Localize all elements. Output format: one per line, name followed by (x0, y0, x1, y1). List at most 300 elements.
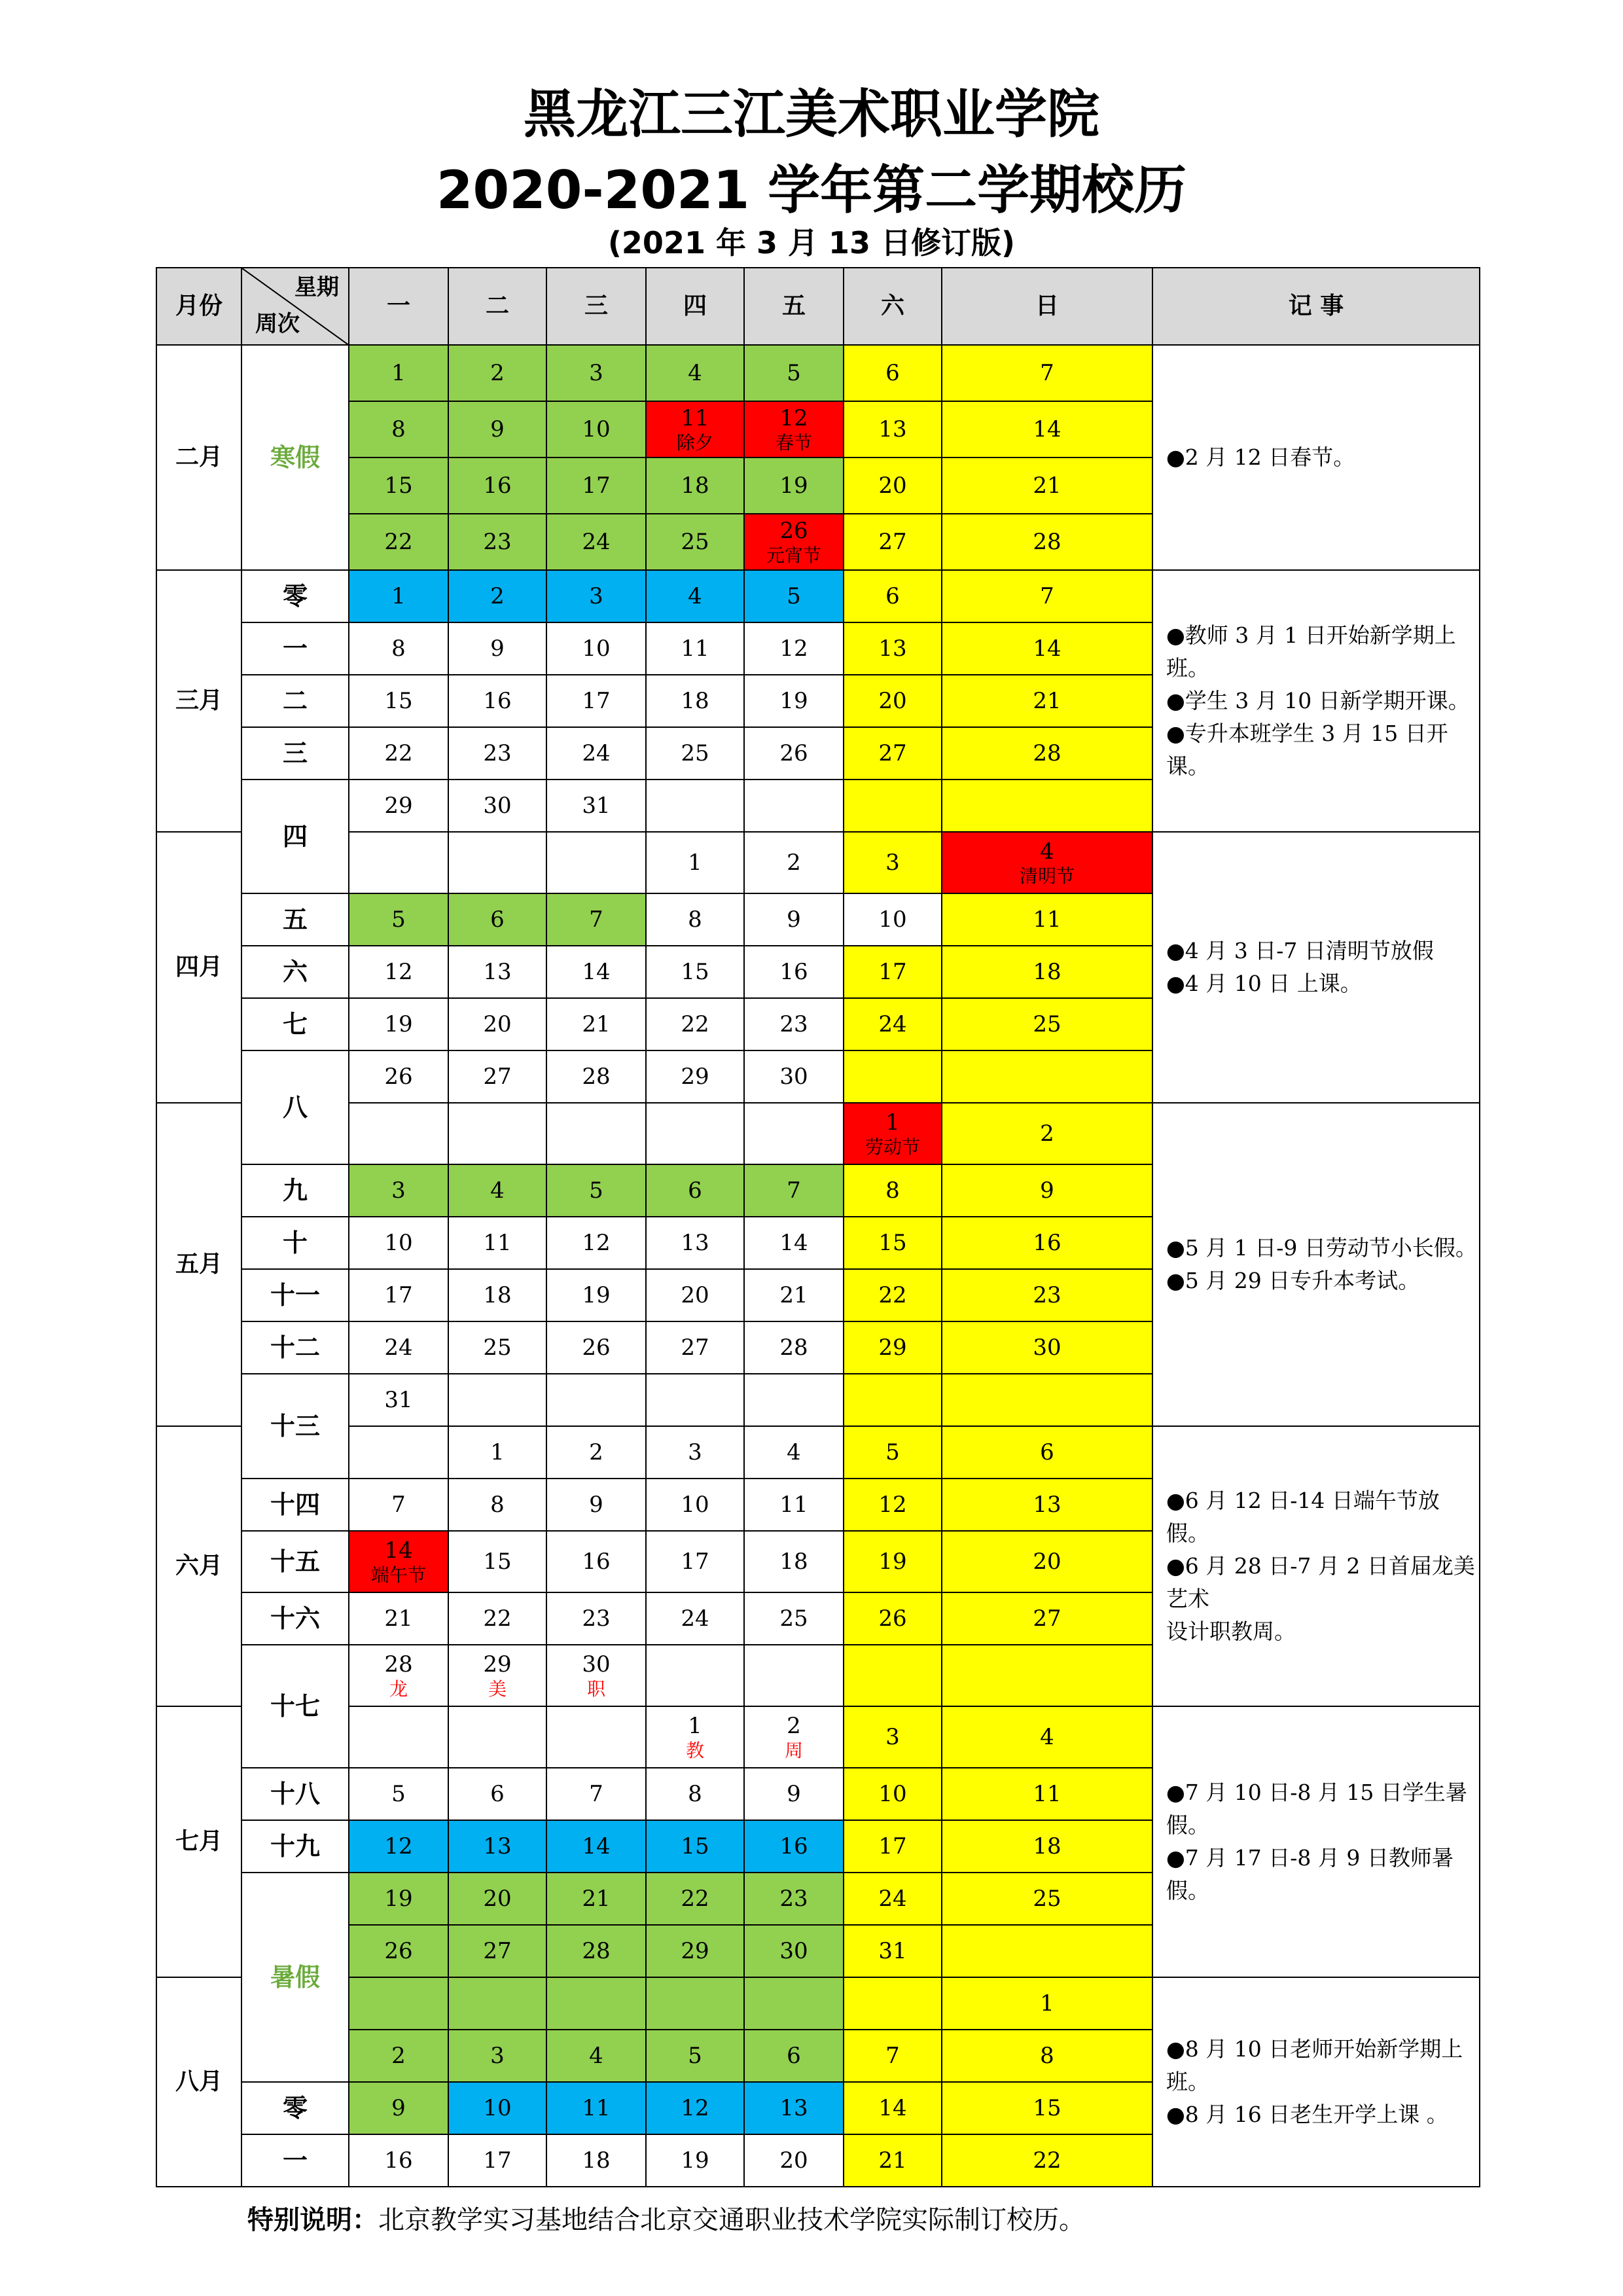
week-number: 十六 (270, 1604, 320, 1633)
note-line: ●7 月 10 日-8 月 15 日学生暑假。 (1166, 1780, 1467, 1838)
day-number: 18 (681, 688, 709, 714)
week-label (242, 675, 349, 728)
day-cell (647, 675, 745, 728)
day-cell (349, 894, 449, 946)
day-cell (449, 1165, 547, 1217)
day-number: 13 (878, 636, 907, 662)
special-note-text: 北京教学实习基地结合北京交通职业技术学院实际制订校历。 (378, 2205, 1085, 2235)
day-cell (745, 833, 844, 894)
day-number: 3 (391, 1177, 406, 1204)
day-cell (449, 780, 547, 833)
day-number: 21 (779, 1282, 808, 1308)
day-event-label: 元宵节 (766, 545, 821, 566)
day-cell (745, 402, 844, 458)
day-number: 27 (681, 1335, 709, 1361)
day-number: 7 (1040, 583, 1054, 609)
weekday-week-corner (242, 268, 349, 346)
day-number: 22 (384, 740, 413, 766)
day-number: 10 (582, 416, 611, 442)
day-number: 14 (1033, 636, 1061, 662)
week-number: 九 (282, 1176, 308, 1205)
day-event-label: 美 (488, 1678, 507, 1700)
revision-note: (2021 年 3 月 13 日修订版) (607, 225, 1016, 260)
day-cell (449, 2083, 547, 2135)
day-cell (844, 514, 942, 571)
day-cell (547, 1645, 647, 1707)
day-number: 23 (1033, 1282, 1061, 1308)
day-number: 20 (681, 1282, 709, 1308)
month-name: 七月 (175, 1828, 223, 1855)
day-cell (844, 1270, 942, 1322)
day-cell (547, 894, 647, 946)
day-cell (349, 623, 449, 675)
day-number: 22 (384, 529, 413, 555)
day-number: 17 (483, 2147, 512, 2174)
day-cell (647, 1270, 745, 1322)
day-number: 22 (681, 1886, 709, 1912)
day-number: 6 (490, 906, 505, 933)
day-number: 27 (1033, 1605, 1061, 1632)
day-number: 15 (681, 1833, 709, 1859)
day-cell (647, 1978, 745, 2030)
day-cell (349, 833, 449, 894)
day-cell (942, 1051, 1153, 1103)
day-cell (942, 458, 1153, 514)
day-cell (844, 894, 942, 946)
day-number: 29 (681, 1064, 709, 1090)
day-cell (647, 1165, 745, 1217)
day-cell (547, 402, 647, 458)
week-label (242, 1217, 349, 1270)
day-number: 15 (384, 688, 413, 714)
day-number: 26 (779, 518, 808, 544)
day-cell (647, 1051, 745, 1103)
weekday-label: 日 (1035, 293, 1059, 319)
weekday-label: 三 (584, 293, 608, 319)
week-number: 十二 (270, 1333, 320, 1362)
day-cell (349, 1593, 449, 1645)
day-cell (349, 1707, 449, 1768)
day-number: 9 (787, 906, 801, 933)
week-label (242, 346, 349, 571)
day-cell (745, 1165, 844, 1217)
day-cell (547, 728, 647, 780)
week-label (242, 571, 349, 623)
day-cell (745, 2135, 844, 2187)
day-cell (547, 1707, 647, 1768)
month-name: 六月 (175, 1552, 223, 1579)
day-cell (745, 623, 844, 675)
day-cell (547, 1103, 647, 1165)
day-cell (547, 999, 647, 1051)
day-cell (449, 2135, 547, 2187)
week-label (242, 1270, 349, 1322)
day-cell (449, 1926, 547, 1978)
day-event-label: 教 (685, 1740, 704, 1761)
day-cell (844, 2083, 942, 2135)
day-cell (449, 2030, 547, 2083)
day-number: 24 (384, 1335, 413, 1361)
notes-cell (1153, 1427, 1480, 1707)
day-cell (349, 1821, 449, 1873)
day-number: 3 (688, 1439, 702, 1465)
day-number: 24 (878, 1886, 907, 1912)
day-number: 14 (878, 2095, 907, 2121)
day-number: 19 (779, 473, 808, 499)
day-number: 30 (483, 793, 512, 819)
day-number: 19 (681, 2147, 709, 2174)
day-number: 21 (1033, 473, 1061, 499)
day-cell (745, 1978, 844, 2030)
day-cell (844, 1821, 942, 1873)
weekday-header (647, 268, 745, 346)
week-label (242, 2135, 349, 2187)
day-cell (349, 1479, 449, 1532)
week-label (242, 780, 349, 894)
day-number: 19 (878, 1549, 907, 1575)
day-cell (449, 833, 547, 894)
day-cell (942, 571, 1153, 623)
day-number: 17 (582, 688, 611, 714)
day-number: 11 (1033, 1781, 1061, 1807)
day-cell (449, 1270, 547, 1322)
day-number: 1 (391, 360, 406, 386)
day-cell (647, 1427, 745, 1479)
day-cell (349, 1978, 449, 2030)
day-cell (844, 571, 942, 623)
day-number: 26 (779, 740, 808, 766)
day-number: 21 (878, 2147, 907, 2174)
day-cell (449, 999, 547, 1051)
note-line: ●6 月 28 日-7 月 2 日首届龙美艺术 (1166, 1553, 1475, 1611)
day-number: 6 (885, 583, 900, 609)
day-cell (449, 1427, 547, 1479)
day-cell (844, 1165, 942, 1217)
day-cell (547, 2030, 647, 2083)
note-line: ●4 月 3 日-7 日清明节放假 (1166, 938, 1434, 963)
week-label (242, 728, 349, 780)
day-number: 29 (384, 793, 413, 819)
day-number: 20 (878, 473, 907, 499)
day-number: 14 (384, 1537, 413, 1564)
day-number: 12 (681, 2095, 709, 2121)
day-number: 3 (589, 583, 603, 609)
day-number: 7 (391, 1492, 406, 1518)
day-number: 16 (582, 1549, 611, 1575)
day-number: 9 (490, 416, 505, 442)
day-number: 11 (681, 405, 709, 431)
day-cell (844, 1103, 942, 1165)
day-number: 25 (483, 1335, 512, 1361)
day-number: 1 (885, 1109, 900, 1136)
day-cell (745, 999, 844, 1051)
day-number: 28 (779, 1335, 808, 1361)
day-number: 25 (1033, 1011, 1061, 1037)
week-number: 十五 (270, 1547, 320, 1576)
day-number: 7 (885, 2043, 900, 2069)
day-number: 15 (878, 1230, 907, 1256)
month-name: 五月 (175, 1251, 223, 1278)
day-number: 30 (1033, 1335, 1061, 1361)
day-cell (449, 458, 547, 514)
weekday-label: 二 (485, 293, 509, 319)
note-line: ●5 月 29 日专升本考试。 (1166, 1268, 1420, 1293)
day-cell (547, 1270, 647, 1322)
day-cell (547, 1978, 647, 2030)
day-cell (349, 1322, 449, 1374)
day-number: 7 (787, 1177, 801, 1204)
weekday-header (844, 268, 942, 346)
day-number: 18 (681, 473, 709, 499)
day-cell (647, 1217, 745, 1270)
day-cell (745, 346, 844, 402)
day-number: 28 (1033, 529, 1061, 555)
day-number: 13 (779, 2095, 808, 2121)
day-number: 14 (779, 1230, 808, 1256)
day-number: 23 (779, 1011, 808, 1037)
day-number: 8 (688, 906, 702, 933)
day-cell (547, 346, 647, 402)
week-number: 十九 (270, 1832, 320, 1861)
day-cell (349, 1645, 449, 1707)
day-cell (844, 1051, 942, 1103)
day-number: 2 (1040, 1121, 1054, 1147)
day-cell (547, 946, 647, 999)
day-cell (942, 1270, 1153, 1322)
week-number: 零 (282, 2094, 308, 2123)
day-cell (449, 1479, 547, 1532)
day-cell (449, 728, 547, 780)
day-number: 2 (490, 583, 505, 609)
day-cell (547, 2135, 647, 2187)
week-number: 一 (282, 2146, 308, 2175)
corner-weekday-label: 星期 (294, 274, 339, 300)
day-number: 6 (885, 360, 900, 386)
day-number: 27 (483, 1938, 512, 1964)
day-number: 2 (490, 360, 505, 386)
day-number: 14 (1033, 416, 1061, 442)
day-cell (449, 894, 547, 946)
day-number: 25 (681, 529, 709, 555)
day-number: 10 (582, 636, 611, 662)
day-number: 16 (779, 959, 808, 985)
day-number: 4 (787, 1439, 801, 1465)
notes-cell (1153, 571, 1480, 833)
week-label (242, 894, 349, 946)
day-cell (844, 458, 942, 514)
day-cell (745, 1707, 844, 1768)
day-number: 11 (779, 1492, 808, 1518)
day-number: 16 (483, 473, 512, 499)
day-number: 30 (779, 1064, 808, 1090)
day-number: 18 (779, 1549, 808, 1575)
day-number: 15 (681, 959, 709, 985)
day-cell (942, 1479, 1153, 1532)
day-cell (547, 623, 647, 675)
day-number: 30 (582, 1651, 611, 1677)
day-cell (942, 999, 1153, 1051)
day-cell (844, 675, 942, 728)
day-cell (844, 1707, 942, 1768)
day-number: 7 (589, 906, 603, 933)
day-cell (547, 458, 647, 514)
day-cell (942, 1374, 1153, 1427)
day-number: 5 (688, 2043, 702, 2069)
day-cell (449, 1532, 547, 1593)
day-cell (349, 402, 449, 458)
day-number: 5 (787, 583, 801, 609)
notes-cell (1153, 1707, 1480, 1978)
note-line: ●6 月 12 日-14 日端午节放假。 (1166, 1488, 1440, 1546)
month-name: 三月 (175, 687, 223, 714)
day-cell (547, 1165, 647, 1217)
day-number: 12 (878, 1492, 907, 1518)
day-number: 28 (582, 1938, 611, 1964)
day-number: 4 (490, 1177, 505, 1204)
day-cell (547, 1821, 647, 1873)
day-cell (844, 946, 942, 999)
week-label (242, 1165, 349, 1217)
day-cell (449, 1322, 547, 1374)
week-number: 二 (282, 687, 308, 715)
day-cell (844, 1926, 942, 1978)
day-number: 16 (384, 2147, 413, 2174)
day-cell (745, 2030, 844, 2083)
day-cell (647, 2135, 745, 2187)
day-cell (349, 1374, 449, 1427)
weekday-label: 六 (880, 293, 904, 319)
week-label (242, 946, 349, 999)
day-cell (745, 1645, 844, 1707)
day-cell (449, 675, 547, 728)
week-label (242, 623, 349, 675)
day-cell (349, 1270, 449, 1322)
weekday-header (745, 268, 844, 346)
week-number: 六 (282, 958, 308, 986)
day-cell (844, 1873, 942, 1926)
note-line: ●4 月 10 日 上课。 (1166, 971, 1362, 996)
day-cell (647, 946, 745, 999)
month-label (157, 833, 242, 1103)
day-number: 15 (384, 473, 413, 499)
day-cell (844, 1427, 942, 1479)
day-number: 7 (589, 1781, 603, 1807)
day-cell (942, 1873, 1153, 1926)
week-number: 零 (282, 582, 308, 611)
calendar-table (156, 267, 1480, 2187)
day-number: 2 (787, 850, 801, 876)
day-cell (647, 514, 745, 571)
note-line: ●8 月 16 日老生开学上课 。 (1166, 2102, 1448, 2127)
notes-cell (1153, 1103, 1480, 1427)
note-line: 设计职教周。 (1166, 1619, 1296, 1644)
week-label (242, 1873, 349, 2083)
day-number: 25 (779, 1605, 808, 1632)
day-number: 27 (483, 1064, 512, 1090)
day-cell (547, 1593, 647, 1645)
day-cell (942, 1427, 1153, 1479)
day-number: 26 (384, 1064, 413, 1090)
day-cell (647, 1103, 745, 1165)
day-number: 20 (779, 2147, 808, 2174)
day-number: 9 (391, 2095, 406, 2121)
day-cell (449, 1707, 547, 1768)
day-number: 5 (589, 1177, 603, 1204)
day-cell (942, 346, 1153, 402)
month-label (157, 1427, 242, 1707)
day-number: 14 (582, 1833, 611, 1859)
day-number: 11 (483, 1230, 512, 1256)
day-cell (745, 1270, 844, 1322)
day-cell (647, 1593, 745, 1645)
week-number: 一 (282, 634, 308, 663)
day-cell (547, 1873, 647, 1926)
day-number: 18 (582, 2147, 611, 2174)
day-number: 15 (1033, 2095, 1061, 2121)
day-number: 1 (688, 850, 702, 876)
day-cell (942, 1821, 1153, 1873)
day-number: 8 (391, 416, 406, 442)
week-number: 暑假 (270, 1963, 320, 1992)
day-cell (647, 2083, 745, 2135)
week-number: 五 (282, 905, 308, 934)
day-cell (349, 346, 449, 402)
day-cell (349, 946, 449, 999)
day-event-label: 春节 (775, 432, 812, 454)
day-cell (942, 1532, 1153, 1593)
day-number: 8 (391, 636, 406, 662)
day-cell (844, 999, 942, 1051)
day-cell (647, 458, 745, 514)
month-header-label: 月份 (175, 293, 223, 319)
week-number: 四 (282, 822, 308, 851)
day-number: 22 (681, 1011, 709, 1037)
day-number: 11 (1033, 906, 1061, 933)
week-label (242, 1532, 349, 1593)
day-cell (647, 1821, 745, 1873)
day-cell (942, 623, 1153, 675)
day-number: 10 (878, 1781, 907, 1807)
day-cell (349, 2030, 449, 2083)
day-number: 12 (384, 959, 413, 985)
day-cell (349, 1165, 449, 1217)
day-cell (745, 1427, 844, 1479)
special-note-label: 特别说明： (247, 2205, 378, 2235)
day-event-label: 龙 (389, 1678, 408, 1700)
week-number: 寒假 (270, 443, 320, 472)
day-cell (745, 1322, 844, 1374)
day-cell (942, 1217, 1153, 1270)
day-cell (647, 1926, 745, 1978)
day-number: 10 (878, 906, 907, 933)
day-number: 31 (384, 1387, 413, 1413)
day-number: 7 (1040, 360, 1054, 386)
day-number: 2 (391, 2043, 406, 2069)
week-number: 十 (282, 1229, 308, 1257)
day-number: 19 (384, 1886, 413, 1912)
day-cell (942, 514, 1153, 571)
day-number: 8 (885, 1177, 900, 1204)
day-number: 16 (779, 1833, 808, 1859)
weekday-header (942, 268, 1153, 346)
day-number: 8 (490, 1492, 505, 1518)
week-label (242, 1645, 349, 1768)
day-cell (449, 1051, 547, 1103)
day-number: 9 (787, 1781, 801, 1807)
day-cell (647, 780, 745, 833)
day-number: 23 (582, 1605, 611, 1632)
day-number: 6 (490, 1781, 505, 1807)
